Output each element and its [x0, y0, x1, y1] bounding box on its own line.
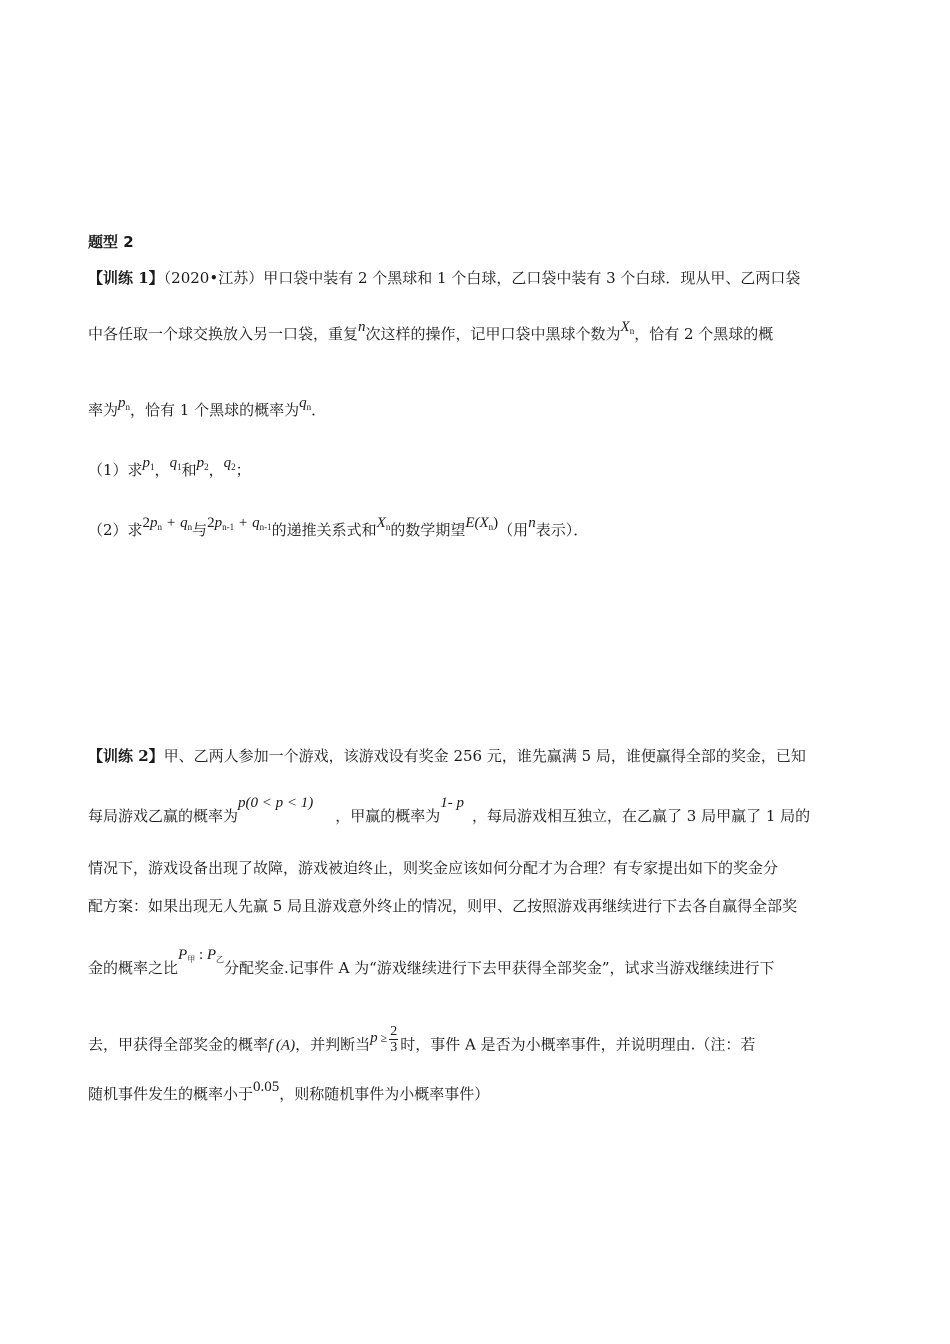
problem2-line7	[88, 1079, 878, 1105]
problem1-text-3c: ．	[311, 401, 327, 419]
math-sub-2: 2	[204, 462, 209, 472]
q1-text-b: ，	[154, 461, 170, 479]
problem2-line5	[88, 947, 878, 981]
problem2-text-1: 甲、乙两人参加一个游戏，该游戏设有奖金 256 元，谁先赢满 5 局，谁便赢得全部的奖金，已知	[163, 747, 806, 765]
q1-text-c: 和	[181, 461, 197, 479]
math-two: 2	[142, 515, 151, 531]
math-plus: +	[166, 515, 176, 531]
math-n: n	[528, 515, 536, 531]
problem2-line2	[88, 795, 878, 827]
problem1-text-1: （2020•江苏）甲口袋中装有 2 个黑球和 1 个白球，乙口袋中装有 3 个白球．现从甲、乙两口袋	[163, 269, 801, 287]
math-q: q	[252, 515, 260, 531]
q2-text-d: 的数学期望	[390, 521, 466, 539]
math-p: p	[214, 515, 223, 531]
problem1-question2	[88, 515, 878, 542]
problem2-label: 【训练 2】	[88, 747, 164, 765]
math-plus: +	[238, 515, 248, 531]
q1-text-a: （1）求	[88, 461, 143, 479]
math-sub-n: n	[125, 402, 131, 412]
problem1-line3	[88, 395, 878, 422]
q2-text-c: 的递推关系式和	[271, 521, 377, 539]
problem2-text-2c: ，每局游戏相互独立，在乙赢了 3 局甲赢了 1 局的	[472, 807, 811, 825]
math-X: X	[479, 515, 489, 531]
math-fraction	[389, 1024, 398, 1055]
problem2-text-5b: 分配奖金.记事件 A 为“游戏继续进行下去甲获得全部奖金”，试求当游戏继续进行下	[224, 959, 775, 977]
math-sub-n: n	[157, 522, 163, 532]
problem1-line2	[88, 319, 878, 346]
problem2-text-6b: ，并判断当	[295, 1035, 371, 1054]
q1-text-d: ，	[208, 461, 224, 479]
problem2-text-7b: ，则称随机事件为小概率事件）	[279, 1085, 490, 1103]
math-sub-2: 2	[231, 462, 236, 472]
math-E-open: E(	[465, 515, 480, 531]
math-q: q	[180, 515, 188, 531]
math-sub-n: n	[488, 522, 494, 532]
math-q: q	[299, 395, 307, 411]
problem2-line1	[88, 746, 878, 766]
problem2-text-5a: 金的概率之比	[88, 959, 179, 977]
q2-text-e: （用	[498, 521, 529, 539]
math-p: p	[370, 1029, 378, 1046]
math-sub-n: n	[306, 402, 312, 412]
problem2-text-6a: 去，甲获得全部奖金的概率	[88, 1035, 269, 1054]
problem1-text-2a: 中各任取一个球交换放入另一口袋，重复	[88, 325, 359, 343]
problem2-text-6c: 时，事件 A 是否为小概率事件，并说明理由.（注：若	[400, 1035, 756, 1054]
problem2-text-2a: 每局游戏乙赢的概率为	[88, 807, 239, 825]
math-sub-n: n	[629, 326, 635, 336]
q2-text-a: （2）求	[88, 521, 143, 539]
math-X: X	[620, 319, 630, 335]
problem2-text-2b: ，甲赢的概率为	[335, 807, 441, 825]
problem1-text-2c: ，恰有 2 个黑球的概	[634, 325, 774, 343]
math-X: X	[376, 515, 386, 531]
math-sub-1: 1	[150, 462, 155, 472]
math-q: q	[169, 455, 178, 471]
problem1-text-3a: 率为	[88, 401, 119, 419]
math-sub-n: n	[187, 522, 193, 532]
problem1-label: 【训练 1】	[88, 269, 164, 287]
math-p: p	[196, 455, 205, 471]
fraction-numerator: 2	[390, 1024, 398, 1039]
problem1-line1	[88, 268, 878, 288]
problem1-text-3b: ，恰有 1 个黑球的概率为	[130, 401, 300, 419]
math-fA: f (A)	[268, 1037, 296, 1054]
q2-text-f: 表示）．	[535, 521, 589, 539]
problem2-line3: 情况下，游戏设备出现了故障，游戏被迫终止，则奖金应该如何分配才为合理？有专家提出如下的奖金分	[88, 859, 779, 877]
math-sub-jia: 甲	[187, 955, 196, 964]
math-sub-n: n	[385, 522, 391, 532]
math-P: P	[206, 947, 217, 963]
math-p: p	[118, 395, 126, 411]
fraction-denominator: 3	[390, 1040, 398, 1055]
math-E-close: )	[493, 515, 499, 531]
math-P: P	[178, 947, 188, 963]
math-sub-n-minus-1: n-1	[259, 522, 272, 532]
q1-text-e: ；	[235, 461, 251, 479]
problem1-question1	[88, 455, 878, 482]
math-q: q	[223, 455, 232, 471]
q2-text-b: 与	[192, 521, 208, 539]
math-one-minus-p: 1- p	[440, 795, 465, 811]
math-p-range: p(0 < p < 1)	[238, 795, 314, 811]
math-n: n	[358, 319, 366, 335]
problem2-line6	[88, 1024, 878, 1061]
problem1-text-2b: 次这样的操作，记甲口袋中黑球个数为	[365, 325, 621, 343]
section-title: 题型 2	[88, 233, 134, 251]
math-geq: ≥	[377, 1030, 388, 1045]
math-sub-yi: 乙	[216, 955, 225, 964]
math-sub-1: 1	[177, 462, 182, 472]
problem2-text-7a: 随机事件发生的概率小于	[88, 1085, 254, 1103]
math-p: p	[150, 515, 158, 531]
math-p: p	[142, 455, 151, 471]
problem2-line4: 配方案：如果出现无人先赢 5 局且游戏意外终止的情况，则甲、乙按照游戏再继续进行下去各自赢得全部奖	[88, 897, 798, 915]
math-colon: :	[195, 947, 207, 963]
math-two: 2	[207, 515, 215, 531]
math-threshold: 0.05	[253, 1079, 280, 1095]
math-sub-n-minus-1: n-1	[222, 522, 235, 532]
